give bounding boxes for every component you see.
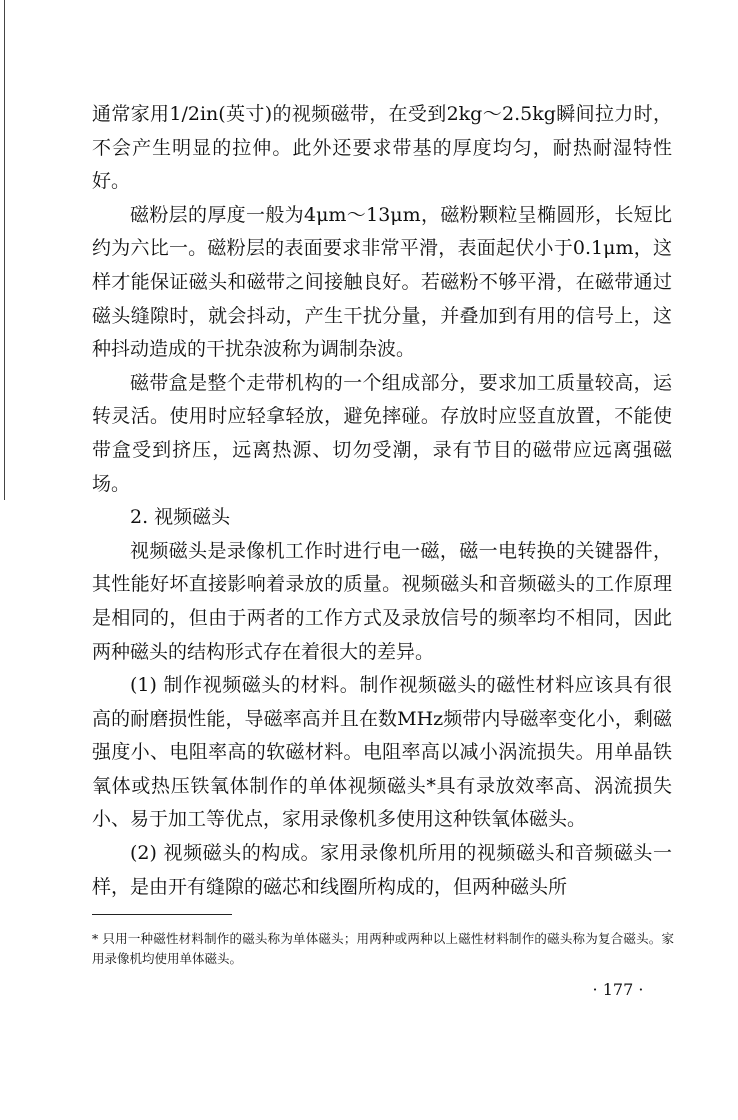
paragraph-head-material: (1) 制作视频磁头的材料。制作视频磁头的磁性材料应该具有很高的耐磨损性能，导磁率高并且在数MHz频带内导磁率变化小，剩磁强度小、电阻率高的软磁材料。电阻率高以减小涡流损失。用单晶铁氧体或热压铁氧体制作的单体视频磁头*具有录放效率高、涡流损失小、易于加工等优点，家用录像机多使用这种铁氧体磁头。 — [92, 674, 672, 831]
body-text — [92, 98, 672, 904]
paragraph-magnetic-layer: 磁粉层的厚度一般为4μm～13μm，磁粉颗粒呈椭圆形，长短比约为六比一。磁粉层的表面要求非常平滑，表面起伏小于0.1μm，这样才能保证磁头和磁带之间接触良好。若磁粉不够平滑，在磁带通过磁头缝隙时，就会抖动，产生干扰分量，并叠加到有用的信号上，这种抖动造成的干扰杂波称为调制杂波。 — [92, 203, 672, 361]
paragraph-head-structure: (2) 视频磁头的构成。家用录像机所用的视频磁头和音频磁头一样，是由开有缝隙的磁芯和线圈所构成的，但两种磁头所 — [92, 842, 672, 898]
paragraph-cassette: 磁带盒是整个走带机构的一个组成部分，要求加工质量较高，运转灵活。使用时应轻拿轻放，避免摔碰。存放时应竖直放置，不能使带盒受到挤压，远离热源、切勿受潮，录有节目的磁带应远离强磁场。 — [92, 371, 672, 495]
paragraph-video-head-intro: 视频磁头是录像机工作时进行电一磁，磁一电转换的关键器件，其性能好坏直接影响着录放的质量。视频磁头和音频磁头的工作原理是相同的，但由于两者的工作方式及录放信号的频率均不相同，因此两种磁头的结构形式存在着很大的差异。 — [92, 539, 672, 663]
page-edge-line — [4, 0, 5, 500]
paragraph-continuation: 通常家用1/2in(英寸)的视频磁带，在受到2kg～2.5kg瞬间拉力时，不会产生明显的拉伸。此外还要求带基的厚度均匀，耐热耐湿特性好。 — [92, 103, 672, 193]
footnote-divider — [92, 914, 232, 915]
page-number: · 177 · — [592, 980, 644, 999]
footnote: * 只用一种磁性材料制作的磁头称为单体磁头；用两种或两种以上磁性材料制作的磁头称为复合磁头。家用录像机均使用单体磁头。 — [92, 931, 674, 966]
section-heading-video-head: 2. 视频磁头 — [130, 506, 231, 529]
